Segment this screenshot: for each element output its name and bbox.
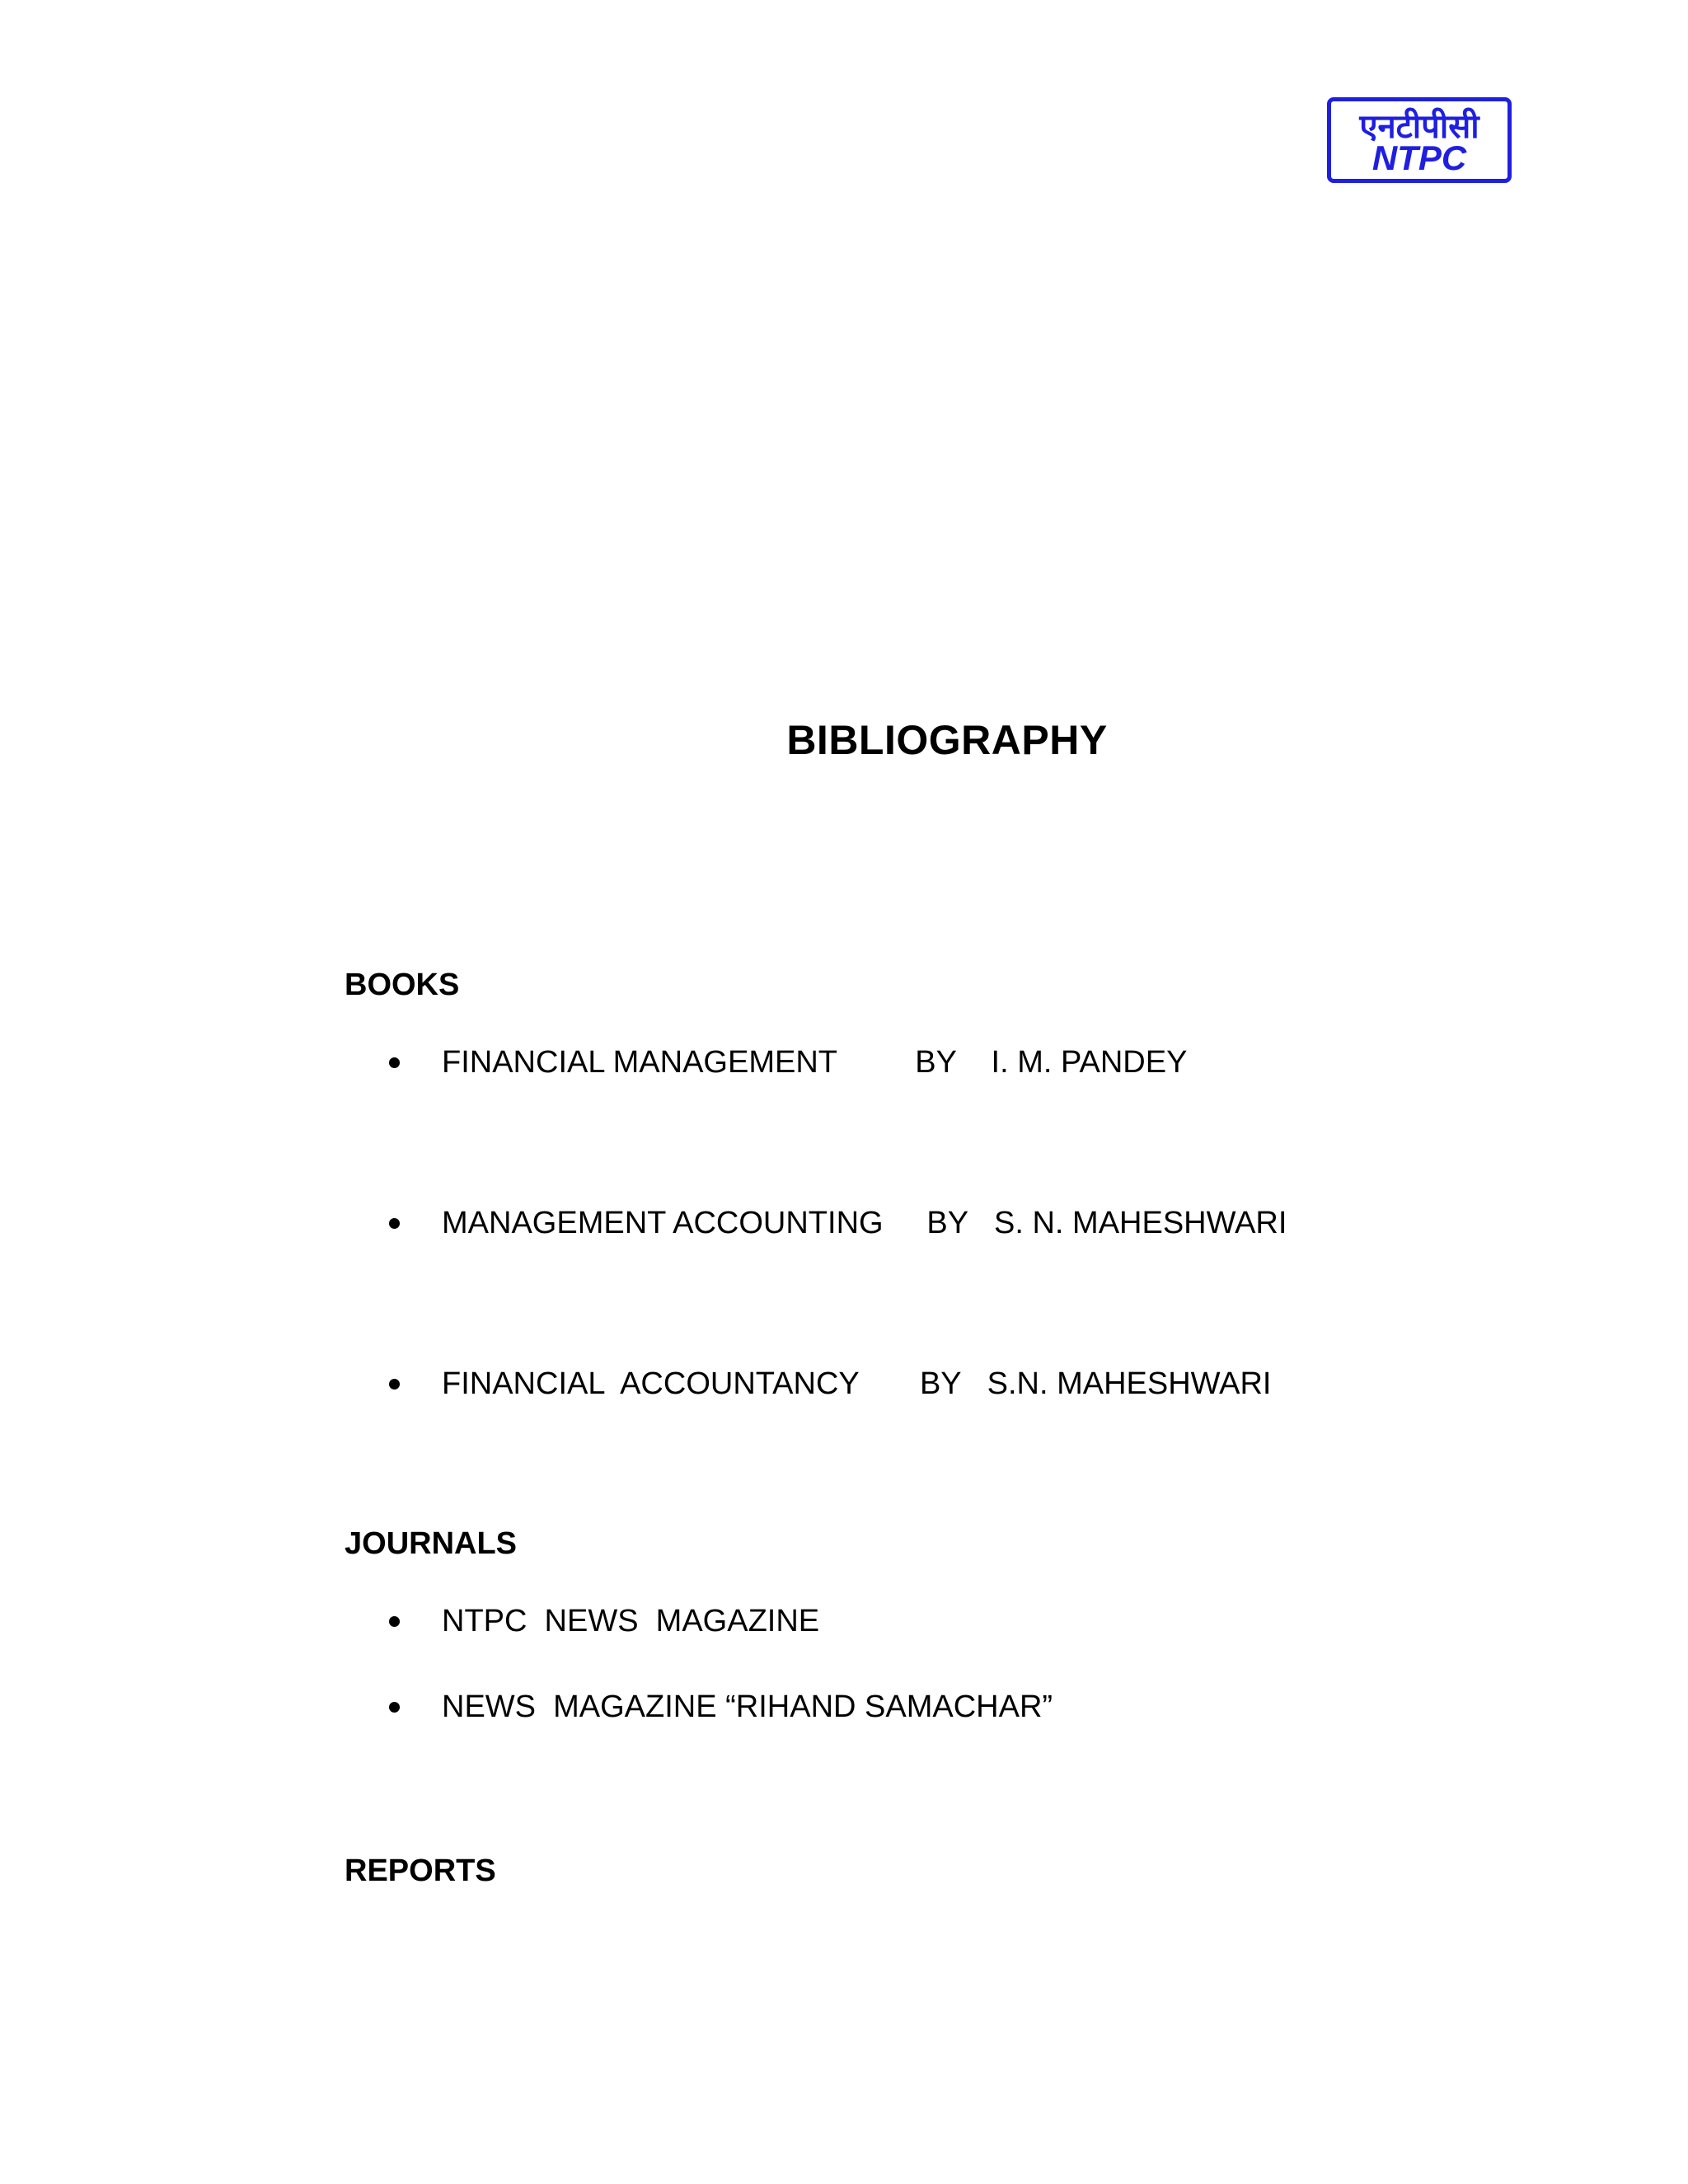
bullet-icon	[389, 1379, 400, 1390]
list-item	[389, 1043, 1188, 1157]
list-item	[389, 1688, 1053, 1802]
logo-english-text: NTPC	[1372, 138, 1467, 177]
list-item	[389, 1204, 1287, 1318]
books-heading: BOOKS	[345, 968, 460, 1002]
book-entry: FINANCIAL MANAGEMENT BY I. M. PANDEY	[442, 1045, 1188, 1080]
journal-entry: NTPC NEWS MAGAZINE	[442, 1604, 820, 1638]
list-item	[389, 1365, 1272, 1479]
bullet-icon	[389, 1616, 400, 1627]
journals-heading: JOURNALS	[345, 1526, 518, 1561]
reports-heading: REPORTS	[345, 1854, 496, 1888]
book-entry: FINANCIAL ACCOUNTANCY BY S.N. MAHESHWARI	[442, 1366, 1272, 1401]
bullet-icon	[389, 1702, 400, 1713]
journal-entry: NEWS MAGAZINE “RIHAND SAMACHAR”	[442, 1690, 1053, 1724]
bullet-icon	[389, 1057, 400, 1068]
book-entry: MANAGEMENT ACCOUNTING BY S. N. MAHESHWARI	[442, 1206, 1287, 1240]
page-title: BIBLIOGRAPHY	[786, 717, 1108, 763]
bullet-icon	[389, 1218, 400, 1229]
logo-hindi-text: एनटीपीसी	[1359, 108, 1479, 146]
ntpc-logo	[1327, 97, 1512, 183]
